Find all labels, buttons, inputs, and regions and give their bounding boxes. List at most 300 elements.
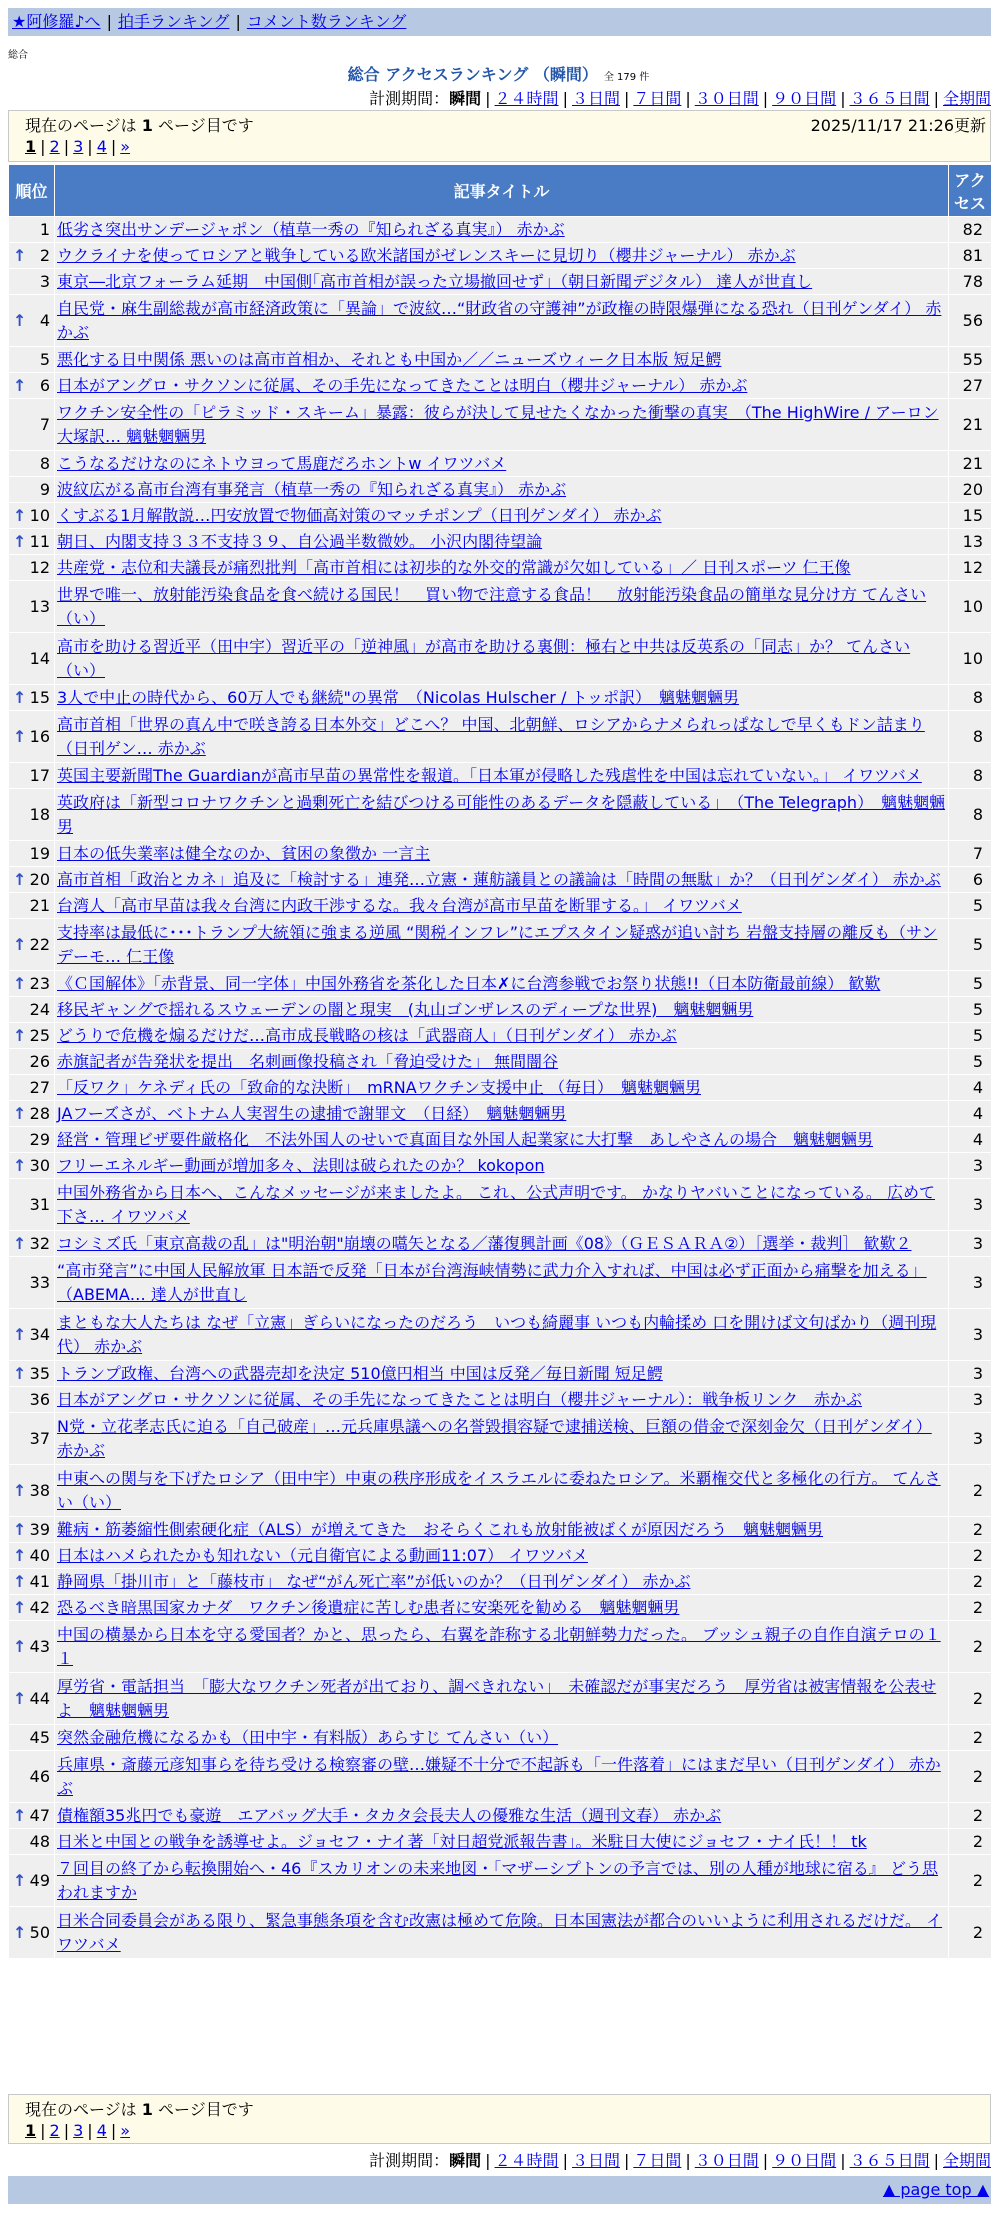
- article-link[interactable]: こうなるだけなのにネトウヨって馬鹿だろホントw イワツバメ: [57, 453, 507, 473]
- rank-number: 22: [29, 934, 50, 954]
- access-count: 78: [949, 269, 992, 295]
- footer-bar: [8, 2176, 991, 2204]
- article-link[interactable]: くすぶる1月解散説…円安放置で物価高対策のマッチポンプ（日刊ゲンダイ） 赤かぶ: [57, 505, 662, 525]
- article-link[interactable]: 3人で中止の時代から、60万人でも継続"の異常 （Nicolas Hulscher / トッポ訳） 魑魅魍魎男: [57, 687, 739, 707]
- separator: |: [110, 137, 117, 156]
- title-cell: [55, 1725, 949, 1751]
- access-header: アクセス: [949, 165, 992, 217]
- title-cell: [55, 997, 949, 1023]
- article-link[interactable]: 世界で唯一、放射能汚染食品を食べ続ける国民！ 買い物で注意する食品！ 放射能汚染食品の簡単な見分け方 てんさい（い）: [57, 584, 927, 628]
- home-link[interactable]: ★阿修羅♪へ: [12, 12, 101, 31]
- rank-cell: [9, 1751, 55, 1803]
- table-row: [9, 243, 992, 269]
- access-count: 2: [949, 1543, 992, 1569]
- article-link[interactable]: 共産党・志位和夫議長が痛烈批判「高市首相には初歩的な外交的常識が欠如している」／ 日刊スポーツ 仁王像: [57, 557, 851, 577]
- current-page-number: 1: [141, 2100, 153, 2119]
- title-cell: [55, 217, 949, 243]
- period-link-top[interactable]: ２４時間: [494, 89, 559, 108]
- pager-bottom: [25, 2121, 130, 2140]
- table-row: [9, 1231, 992, 1257]
- pager-link[interactable]: 4: [96, 2121, 107, 2140]
- access-count: 7: [949, 841, 992, 867]
- access-count: 2: [949, 1569, 992, 1595]
- period-link-top[interactable]: ７日間: [633, 89, 682, 108]
- table-row: [9, 919, 992, 971]
- access-count: 2: [949, 1595, 992, 1621]
- separator: |: [562, 89, 568, 108]
- rank-number: 9: [39, 479, 50, 499]
- period-link-top[interactable]: 全期間: [942, 89, 991, 108]
- rank-up-arrow-icon: ↑: [13, 310, 27, 330]
- access-count: 82: [949, 217, 992, 243]
- article-link[interactable]: まともな大人たちは なぜ「立憲」ぎらいになったのだろう いつも綺麗事 いつも内輪揉め 口を開けば文句ばかり（週刊現代） 赤かぶ: [57, 1312, 937, 1356]
- title-cell: [55, 451, 949, 477]
- ranking-body: [9, 217, 992, 1959]
- table-row: [9, 1075, 992, 1101]
- rank-number: 43: [29, 1636, 50, 1656]
- article-link[interactable]: 自民党・麻生副総裁が高市経済政策に「異論」で波紋…“財政省の守護神”が政権の時限爆弾になる恐れ（日刊ゲンダイ） 赤かぶ: [57, 298, 942, 342]
- rank-cell: [9, 971, 55, 997]
- separator: |: [623, 89, 630, 108]
- separator: |: [562, 2151, 568, 2170]
- period-selector-bottom: [369, 2148, 991, 2171]
- page-suffix: ページ目です: [158, 116, 254, 135]
- title-cell: [55, 1569, 949, 1595]
- rank-up-arrow-icon: ↑: [13, 1636, 27, 1656]
- article-link[interactable]: 赤旗記者が告発状を提出 名刺画像投稿され「脅迫受けた」 無間闇谷: [57, 1051, 559, 1071]
- article-link[interactable]: 難病・筋萎縮性側索硬化症（ALS）が増えてきた おそらくこれも放射能被ばくが原因だろう 魑魅魍魎男: [57, 1519, 824, 1539]
- rank-number: 34: [29, 1324, 50, 1344]
- rank-up-arrow-icon: ↑: [13, 1324, 27, 1344]
- rank-number: 3: [39, 271, 50, 291]
- rank-number: 24: [29, 999, 50, 1019]
- table-row: [9, 1179, 992, 1231]
- rank-up-arrow-icon: ↑: [13, 531, 27, 551]
- table-row: [9, 1751, 992, 1803]
- rank-cell: [9, 1179, 55, 1231]
- access-count: 5: [949, 1049, 992, 1075]
- access-count: 2: [949, 1725, 992, 1751]
- rank-cell: [9, 867, 55, 893]
- rank-number: 6: [39, 375, 50, 395]
- table-row: [9, 1309, 992, 1361]
- table-row: [9, 1361, 992, 1387]
- table-row: [9, 1855, 992, 1907]
- title-cell: [55, 1543, 949, 1569]
- title-cell: [55, 919, 949, 971]
- category-label: 総合: [8, 50, 28, 61]
- rank-cell: [9, 1569, 55, 1595]
- pager-current: 1: [25, 2121, 37, 2140]
- rank-number: 12: [29, 557, 50, 577]
- rank-up-arrow-icon: ↑: [13, 934, 27, 954]
- page-prefix: 現在のページは: [25, 2100, 137, 2119]
- title-cell: [55, 1023, 949, 1049]
- separator: |: [840, 2151, 846, 2170]
- title-cell: [55, 1257, 949, 1309]
- article-link[interactable]: 英政府は「新型コロナワクチンと過剰死亡を結びつける可能性のあるデータを隠蔽している」 （The Telegraph） 魑魅魍魎男: [57, 792, 946, 836]
- period-link-bottom[interactable]: ３日間: [571, 2151, 620, 2170]
- table-row: [9, 529, 992, 555]
- article-link[interactable]: 中東への関与を下げたロシア（田中宇）中東の秩序形成をイスラエルに委ねたロシア。米覇権交代と多極化の行方。 てんさい（い）: [57, 1468, 941, 1512]
- separator: |: [685, 89, 691, 108]
- rank-up-arrow-icon: ↑: [13, 1545, 27, 1565]
- access-count: 3: [949, 1387, 992, 1413]
- access-count: 2: [949, 1673, 992, 1725]
- rank-number: 49: [29, 1870, 50, 1890]
- access-count: 21: [949, 399, 992, 451]
- rank-cell: [9, 711, 55, 763]
- title-cell: [55, 1855, 949, 1907]
- rank-number: 5: [39, 349, 50, 369]
- title-cell: [55, 1907, 949, 1959]
- rank-number: 36: [29, 1389, 50, 1409]
- rank-number: 17: [29, 765, 50, 785]
- access-count: 5: [949, 997, 992, 1023]
- access-count: 56: [949, 295, 992, 347]
- rank-cell: [9, 1829, 55, 1855]
- title-cell: [55, 633, 949, 685]
- ranking-table: [8, 164, 992, 1959]
- access-count: 3: [949, 1413, 992, 1465]
- clap-ranking-link[interactable]: 拍手ランキング: [117, 12, 230, 31]
- rank-number: 32: [29, 1233, 50, 1253]
- page-title: [0, 62, 997, 85]
- article-link[interactable]: 日本がアングロ・サクソンに従属、その手先になってきたことは明白（櫻井ジャーナル）：戦争板リンク 赤かぶ: [57, 1389, 862, 1409]
- pager-link[interactable]: 2: [49, 137, 60, 156]
- title-cell: [55, 971, 949, 997]
- table-row: [9, 451, 992, 477]
- table-row: [9, 633, 992, 685]
- title-cell: [55, 1101, 949, 1127]
- pager-top: [25, 137, 130, 156]
- article-link[interactable]: JAフーズさが、ベトナム人実習生の逮捕で謝罪文 （日経） 魑魅魍魎男: [57, 1103, 567, 1123]
- article-link[interactable]: コシミズ氏「東京高裁の乱」は"明治朝"崩壊の嚆矢となる／藩復興計画《08》（ＧＥＳＡＲＡ②）［選挙・裁判］ 歓歎２: [57, 1233, 912, 1253]
- access-count: 15: [949, 503, 992, 529]
- table-row: [9, 997, 992, 1023]
- access-count: 5: [949, 1023, 992, 1049]
- access-count: 27: [949, 373, 992, 399]
- rank-number: 39: [29, 1519, 50, 1539]
- current-page-text-top: [25, 113, 254, 136]
- table-row: [9, 1803, 992, 1829]
- rank-number: 29: [29, 1129, 50, 1149]
- article-link[interactable]: N党・立花孝志氏に迫る「自己破産」…元兵庫県議への名誉毀損容疑で逮捕送検、巨額の借金で深刻金欠（日刊ゲンダイ） 赤かぶ: [57, 1416, 932, 1460]
- rank-cell: [9, 1309, 55, 1361]
- rank-cell: [9, 919, 55, 971]
- title-cell: [55, 867, 949, 893]
- article-link[interactable]: 日本の低失業率は健全なのか、貧困の象徴か 一言主: [57, 843, 431, 863]
- table-row: [9, 1387, 992, 1413]
- article-link[interactable]: 高市首相「世界の真ん中で咲き誇る日本外交」どこへ？ 中国、北朝鮮、ロシアからナメられっぱなしで早くもドン詰まり（日刊ゲン… 赤かぶ: [57, 714, 925, 758]
- rank-up-arrow-icon: ↑: [13, 1688, 27, 1708]
- title-cell: [55, 373, 949, 399]
- title-header: 記事タイトル: [55, 165, 949, 217]
- table-row: [9, 1725, 992, 1751]
- rank-up-arrow-icon: ↑: [13, 687, 27, 707]
- access-count: 3: [949, 1257, 992, 1309]
- table-row: [9, 971, 992, 997]
- rank-cell: [9, 295, 55, 347]
- period-link-top[interactable]: ３６５日間: [849, 89, 930, 108]
- article-link[interactable]: 支持率は最低に･･･トランプ大統領に強まる逆風 “関税インフレ”にエプスタイン疑惑が追い討ち 岩盤支持層の離反も（サンデーモ… 仁王像: [57, 922, 938, 966]
- title-cell: [55, 841, 949, 867]
- rank-number: 2: [39, 245, 50, 265]
- table-row: [9, 1023, 992, 1049]
- rank-up-arrow-icon: ↑: [13, 1922, 27, 1942]
- article-link[interactable]: フリーエネルギー動画が増加多々、法則は破られたのか？ kokopon: [57, 1155, 545, 1175]
- pager-link[interactable]: 3: [73, 137, 84, 156]
- rank-number: 44: [29, 1688, 50, 1708]
- article-link[interactable]: 中国の横暴から日本を守る愛国者？かと、思ったら、右翼を詐称する北朝鮮勢力だった。 ブッシュ親子の自作自演テロの１１: [57, 1624, 941, 1668]
- title-cell: [55, 1153, 949, 1179]
- title-cell: [55, 1413, 949, 1465]
- article-link[interactable]: ワクチン安全性の「ピラミッド・スキーム」暴露：彼らが決して見せたくなかった衝撃の真実 （The HighWire / アーロン大塚訳… 魑魅魍魎男: [57, 402, 939, 446]
- rank-up-arrow-icon: ↑: [13, 726, 27, 746]
- table-row: [9, 1413, 992, 1465]
- title-cell: [55, 1803, 949, 1829]
- article-link[interactable]: 波紋広がる高市台湾有事発言（植草一秀の『知られざる真実』） 赤かぶ: [57, 479, 567, 499]
- article-link[interactable]: 日米合同委員会がある限り、緊急事態条項を含む改憲は極めて危険。日本国憲法が都合のいいように利用されるだけだ。 イワツバメ: [57, 1910, 943, 1954]
- access-count: 4: [949, 1127, 992, 1153]
- page-top-link[interactable]: ▲ page top ▲: [882, 2180, 989, 2199]
- article-link[interactable]: 突然金融危機になるかも（田中宇・有料版）あらすじ てんさい（い）: [57, 1727, 559, 1747]
- period-link-bottom[interactable]: ３６５日間: [849, 2151, 930, 2170]
- rank-number: 30: [29, 1155, 50, 1175]
- rank-number: 21: [29, 895, 50, 915]
- pager-link[interactable]: 2: [49, 2121, 60, 2140]
- rank-number: 37: [29, 1428, 50, 1448]
- pager-next-link[interactable]: »: [120, 137, 131, 156]
- title-cell: [55, 1621, 949, 1673]
- access-count: 13: [949, 529, 992, 555]
- period-link-top[interactable]: ３０日間: [694, 89, 759, 108]
- access-count: 6: [949, 867, 992, 893]
- rank-cell: [9, 347, 55, 373]
- rank-cell: [9, 243, 55, 269]
- table-header-row: [9, 165, 992, 217]
- article-link[interactable]: 低劣さ突出サンデージャポン（植草一秀の『知られざる真実』） 赤かぶ: [57, 219, 565, 239]
- table-row: [9, 1829, 992, 1855]
- rank-number: 7: [39, 414, 50, 434]
- rank-up-arrow-icon: ↑: [13, 869, 27, 889]
- article-link[interactable]: 高市首相「政治とカネ」追及に「検討する」連発…立憲・蓮舫議員との議論は「時間の無駄」か？（日刊ゲンダイ） 赤かぶ: [57, 869, 941, 889]
- access-count: 2: [949, 1855, 992, 1907]
- access-count: 2: [949, 1907, 992, 1959]
- separator: |: [762, 2151, 769, 2170]
- article-link[interactable]: トランプ政権、台湾への武器売却を決定 510億円相当 中国は反発／毎日新聞 短足鰐: [57, 1363, 663, 1383]
- article-link[interactable]: 「反ワク」ケネディ氏の「致命的な決断」 mRNAワクチン支援中止 （毎日） 魑魅魍魎男: [57, 1077, 701, 1097]
- rank-number: 41: [29, 1571, 50, 1591]
- title-cell: [55, 763, 949, 789]
- rank-header: 順位: [9, 165, 55, 217]
- rank-number: 45: [29, 1727, 50, 1747]
- title-cell: [55, 1829, 949, 1855]
- title-cell: [55, 1387, 949, 1413]
- total-count: 全 179 件: [603, 72, 650, 83]
- top-nav-bar: ★阿修羅♪へ | 拍手ランキング | コメント数ランキング: [8, 8, 991, 36]
- access-count: 10: [949, 633, 992, 685]
- current-page-number: 1: [141, 116, 153, 135]
- article-link[interactable]: 英国主要新聞The Guardianが高市早苗の異常性を報道。「日本軍が侵略した残虐性を中国は忘れていない。」 イワツバメ: [57, 765, 922, 785]
- comment-ranking-link[interactable]: コメント数ランキング: [246, 12, 407, 31]
- rank-cell: [9, 1673, 55, 1725]
- table-row: [9, 477, 992, 503]
- rank-number: 26: [29, 1051, 50, 1071]
- access-count: 12: [949, 555, 992, 581]
- separator: |: [485, 2151, 491, 2170]
- article-link[interactable]: 日本はハメられたかも知れない（元自衛官による動画11:07） イワツバメ: [57, 1545, 588, 1565]
- period-link-bottom[interactable]: ７日間: [633, 2151, 682, 2170]
- access-count: 2: [949, 1621, 992, 1673]
- article-link[interactable]: 《Ｃ国解体》「赤背景、同一字体」中国外務省を茶化した日本✗に台湾参戦でお祭り状態!!（日本防衛最前線） 歓歎: [57, 973, 881, 993]
- rank-cell: [9, 1075, 55, 1101]
- rank-up-arrow-icon: ↑: [13, 375, 27, 395]
- title-cell: [55, 581, 949, 633]
- article-link[interactable]: 高市を助ける習近平（田中宇）習近平の「逆神風」が高市を助ける裏側：極右と中共は反英系の「同志」か？ てんさい（い）: [57, 636, 911, 680]
- table-row: [9, 1595, 992, 1621]
- rank-cell: [9, 841, 55, 867]
- period-link-bottom[interactable]: ９０日間: [772, 2151, 837, 2170]
- period-label-bottom: 計測期間：: [369, 2151, 450, 2170]
- rank-cell: [9, 1361, 55, 1387]
- rank-up-arrow-icon: ↑: [13, 1025, 27, 1045]
- article-link[interactable]: 日米と中国との戦争を誘導せよ。ジョセフ・ナイ著「対日超党派報告書」。米駐日大使にジョセフ・ナイ氏！！ tk: [57, 1831, 867, 1851]
- period-link-top[interactable]: ３日間: [571, 89, 620, 108]
- rank-up-arrow-icon: ↑: [13, 1363, 27, 1383]
- access-count: 5: [949, 919, 992, 971]
- rank-cell: [9, 581, 55, 633]
- article-link[interactable]: 債権額35兆円でも豪遊 エアバッグ大手・タカタ会長夫人の優雅な生活（週刊文春） 赤かぶ: [57, 1805, 722, 1825]
- rank-up-arrow-icon: ↑: [13, 1519, 27, 1539]
- title-cell: [55, 529, 949, 555]
- separator: |: [63, 2121, 70, 2140]
- rank-number: 11: [29, 531, 50, 551]
- table-row: [9, 711, 992, 763]
- rank-number: 20: [29, 869, 50, 889]
- period-link-bottom[interactable]: ３０日間: [694, 2151, 759, 2170]
- title-cell: [55, 1075, 949, 1101]
- rank-number: 31: [29, 1194, 50, 1214]
- access-count: 2: [949, 1751, 992, 1803]
- ranking-title: 総合 アクセスランキング （瞬間）: [347, 65, 598, 84]
- access-count: 21: [949, 451, 992, 477]
- rank-number: 40: [29, 1545, 50, 1565]
- period-label-top: 計測期間：: [369, 89, 450, 108]
- rank-number: 19: [29, 843, 50, 863]
- separator: |: [40, 137, 46, 156]
- access-count: 2: [949, 1829, 992, 1855]
- rank-up-arrow-icon: ↑: [13, 1870, 27, 1890]
- article-link[interactable]: どうりで危機を煽るだけだ…高市成長戦略の核は「武器商人」（日刊ゲンダイ） 赤かぶ: [57, 1025, 677, 1045]
- separator: |: [762, 89, 769, 108]
- article-link[interactable]: 悪化する日中関係 悪いのは高市首相か、それとも中国か／／ニューズウィーク日本版 短足鰐: [57, 349, 722, 369]
- rank-cell: [9, 1257, 55, 1309]
- rank-number: 1: [39, 219, 50, 239]
- table-row: [9, 1127, 992, 1153]
- access-count: 8: [949, 711, 992, 763]
- rank-up-arrow-icon: ↑: [13, 505, 27, 525]
- article-link[interactable]: 中国外務省から日本へ、こんなメッセージが来ましたよ。 これ、公式声明です。 かなりヤバいことになっている。 広めて下さ… イワツバメ: [57, 1182, 935, 1226]
- title-cell: [55, 1179, 949, 1231]
- title-cell: [55, 1673, 949, 1725]
- separator: |: [933, 89, 939, 108]
- article-link[interactable]: 静岡県「掛川市」と「藤枝市」 なぜ“がん死亡率”が低いのか？（日刊ゲンダイ） 赤かぶ: [57, 1571, 691, 1591]
- article-link[interactable]: 台湾人「高市早苗は我々台湾に内政干渉するな。我々台湾が高市早苗を断罪する。」 イワツバメ: [57, 895, 742, 915]
- current-page-text-bottom: [25, 2097, 254, 2120]
- page-info-bottom: [8, 2094, 991, 2144]
- table-row: [9, 1569, 992, 1595]
- table-row: [9, 269, 992, 295]
- rank-up-arrow-icon: ↑: [13, 973, 27, 993]
- pager-link[interactable]: 4: [96, 137, 107, 156]
- rank-cell: [9, 1153, 55, 1179]
- article-link[interactable]: 東京―北京フォーラム延期 中国側｢高市首相が誤った立場撤回せず｣（朝日新聞デジタル） 達人が世直し: [57, 271, 813, 291]
- rank-cell: [9, 477, 55, 503]
- rank-cell: [9, 1543, 55, 1569]
- page-info-top: [8, 110, 991, 162]
- title-cell: [55, 399, 949, 451]
- rank-cell: [9, 1023, 55, 1049]
- table-row: [9, 581, 992, 633]
- article-link[interactable]: “高市発言”に中国人民解放軍 日本語で反発「日本が台湾海峡情勢に武力介入すれば、中国は必ず正面から痛撃を加える」（ABEMA… 達人が世直し: [57, 1260, 927, 1304]
- table-row: [9, 373, 992, 399]
- rank-cell: [9, 685, 55, 711]
- pager-next-link[interactable]: »: [120, 2121, 131, 2140]
- rank-up-arrow-icon: ↑: [13, 245, 27, 265]
- table-row: [9, 347, 992, 373]
- article-link[interactable]: 日本がアングロ・サクソンに従属、その手先になってきたことは明白（櫻井ジャーナル） 赤かぶ: [57, 375, 748, 395]
- table-row: [9, 217, 992, 243]
- rank-number: 8: [39, 453, 50, 473]
- period-link-bottom[interactable]: 全期間: [942, 2151, 991, 2170]
- article-link[interactable]: ウクライナを使ってロシアと戦争している欧米諸国がゼレンスキーに見切り（櫻井ジャーナル） 赤かぶ: [57, 245, 796, 265]
- table-row: [9, 1153, 992, 1179]
- updated-timestamp: 2025/11/17 21:26更新: [810, 116, 986, 135]
- article-link[interactable]: 移民ギャングで揺れるスウェーデンの闇と現実 (丸山ゴンザレスのディープな世界) 魑魅魍魎男: [57, 999, 754, 1019]
- article-link[interactable]: 経営・管理ビザ要件厳格化 不法外国人のせいで真面目な外国人起業家に大打撃 あしやさんの場合 魑魅魍魎男: [57, 1129, 874, 1149]
- access-count: 2: [949, 1465, 992, 1517]
- rank-up-arrow-icon: ↑: [13, 1597, 27, 1617]
- rank-cell: [9, 1413, 55, 1465]
- article-link[interactable]: 兵庫県・斎藤元彦知事らを待ち受ける検察審の壁…嫌疑不十分で不起訴も「一件落着」にはまだ早い（日刊ゲンダイ） 赤かぶ: [57, 1754, 941, 1798]
- table-row: [9, 841, 992, 867]
- page-suffix: ページ目です: [158, 2100, 254, 2119]
- pager-current: 1: [25, 137, 37, 156]
- separator: |: [485, 89, 491, 108]
- table-row: [9, 1257, 992, 1309]
- article-link[interactable]: 朝日、内閣支持３３不支持３９、自公過半数微妙。 小沢内閣待望論: [57, 531, 543, 551]
- pager-link[interactable]: 3: [73, 2121, 84, 2140]
- article-link[interactable]: 恐るべき暗黒国家カナダ ワクチン後遺症に苦しむ患者に安楽死を勧める 魑魅魍魎男: [57, 1597, 680, 1617]
- rank-up-arrow-icon: ↑: [13, 1155, 27, 1175]
- period-link-top[interactable]: ９０日間: [772, 89, 837, 108]
- article-link[interactable]: ７回目の終了から転換開始へ・46『スカリオンの未来地図・「マザーシプトンの予言では、別の人種が地球に宿る』 どう思われますか: [57, 1858, 938, 1902]
- separator: |: [87, 137, 93, 156]
- access-count: 3: [949, 1361, 992, 1387]
- rank-cell: [9, 529, 55, 555]
- access-count: 3: [949, 1153, 992, 1179]
- rank-cell: [9, 1127, 55, 1153]
- rank-number: 10: [29, 505, 50, 525]
- period-link-bottom[interactable]: ２４時間: [494, 2151, 559, 2170]
- period-selector-top: [369, 86, 991, 109]
- article-link[interactable]: 厚労省・電話担当 「膨大なワクチン死者が出ており、調べきれない」 未確認だが事実だろう 厚労省は被害情報を公表せよ 魑魅魍魎男: [57, 1676, 937, 1720]
- separator: |: [933, 2151, 939, 2170]
- rank-cell: [9, 1725, 55, 1751]
- access-count: 8: [949, 763, 992, 789]
- rank-cell: [9, 1855, 55, 1907]
